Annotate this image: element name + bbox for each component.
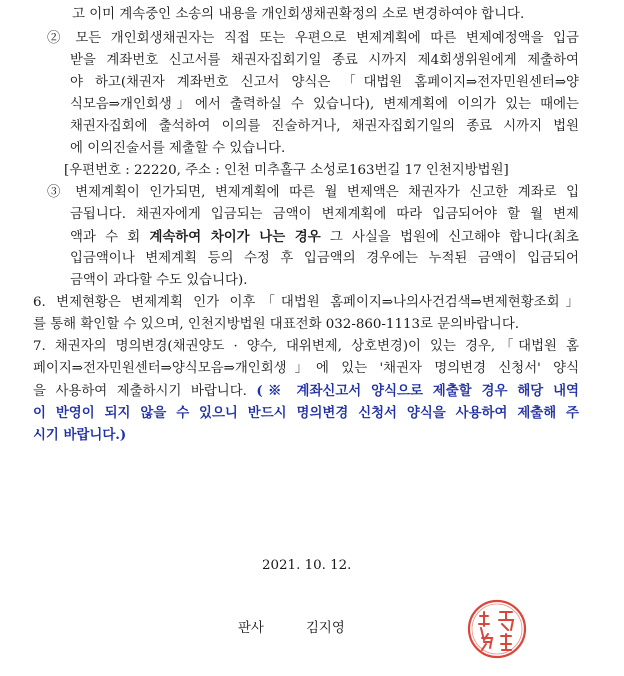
doc-line-15: 를 통해 확인할 수 있으며, 인천지방법원 대표전화 032-860-1113로 문의바랍니다. <box>33 317 520 332</box>
doc-line-16: 7. 채권자의 명의변경(채권양도 · 양수, 대위변제, 상호변경)이 있는 경우,「대법원 홈 <box>33 339 579 354</box>
doc-line-10: 금됩니다. 채권자에게 입금되는 금액이 변제계획에 따라 입금되어야 할 월 변제 <box>70 207 579 222</box>
judge-name: 김지영 <box>306 621 345 636</box>
doc-line-17: 페이지⇒전자민원센터⇒양식모음⇒개인회생」에 있는 '채권자 명의변경 신청서' 양식 <box>33 361 579 376</box>
doc-line-9: ③ 변제계획이 인가되면, 변제계획에 따른 월 변제액은 채권자가 신고한 계좌로 입 <box>47 185 579 200</box>
doc-line-14: 6. 변제현황은 변제계획 인가 이후「대법원 홈페이지⇒나의사건검색⇒변제현황조회」 <box>33 295 579 310</box>
doc-line-1: 고 이미 계속중인 소송의 내용을 개인회생채권확정의 소로 변경하여야 합니다. <box>72 7 525 22</box>
judge-title: 판사 <box>238 621 264 636</box>
document-date: 2021. 10. 12. <box>262 558 352 573</box>
doc-line-18: 을 사용하여 제출하시기 바랍니다. (※ 계좌신고서 양식으로 제출할 경우 해당 내역 <box>33 383 579 399</box>
doc-line-19: 이 반영이 되지 않을 수 있으니 반드시 명의변경 신청서 양식을 사용하여 제출해 주 <box>33 405 579 421</box>
doc-line-20: 시기 바랍니다.) <box>33 427 127 443</box>
doc-line-5: 식모음⇒개인회생」에서 출력하실 수 있습니다), 변제계획에 이의가 있는 때에는 <box>70 97 579 112</box>
official-seal-icon <box>466 598 528 660</box>
emphasis-text: 계속하여 차이가 나는 경우 <box>149 229 321 245</box>
doc-line-2: ② 모든 개인회생채권자는 직접 또는 우편으로 변제계획에 따른 변제예정액을 입금 <box>47 31 579 46</box>
doc-line-13: 금액이 과다할 수도 있습니다). <box>70 273 248 288</box>
notice-text: (※ 계좌신고서 양식으로 제출할 경우 해당 내역 <box>256 383 579 399</box>
doc-line-6: 채권자집회에 출석하여 이의를 진술하거나, 채권자집회기일의 종료 시까지 법원 <box>70 119 579 134</box>
doc-line-3: 받을 계좌번호 신고서를 채권자집회기일 종료 시까지 제4회생위원에게 제출하여 <box>70 53 579 68</box>
court-address: [우편번호 : 22220, 주소 : 인천 미추홀구 소성로163번길 17 인천지방법원] <box>64 163 509 178</box>
doc-line-12: 입금액이나 변제계획 등의 수정 후 입금액의 경우에는 누적된 금액이 입금되어 <box>70 251 579 266</box>
doc-line-4: 야 하고(채권자 계좌번호 신고서 양식은 「대법원 홈페이지⇒전자민원센터⇒양 <box>70 75 579 90</box>
doc-line-11: 액과 수 회 계속하여 차이가 나는 경우 그 사실을 법원에 신고해야 합니다(최초 <box>70 229 579 245</box>
doc-line-7: 에 이의진술서를 제출할 수 있습니다. <box>70 141 286 156</box>
